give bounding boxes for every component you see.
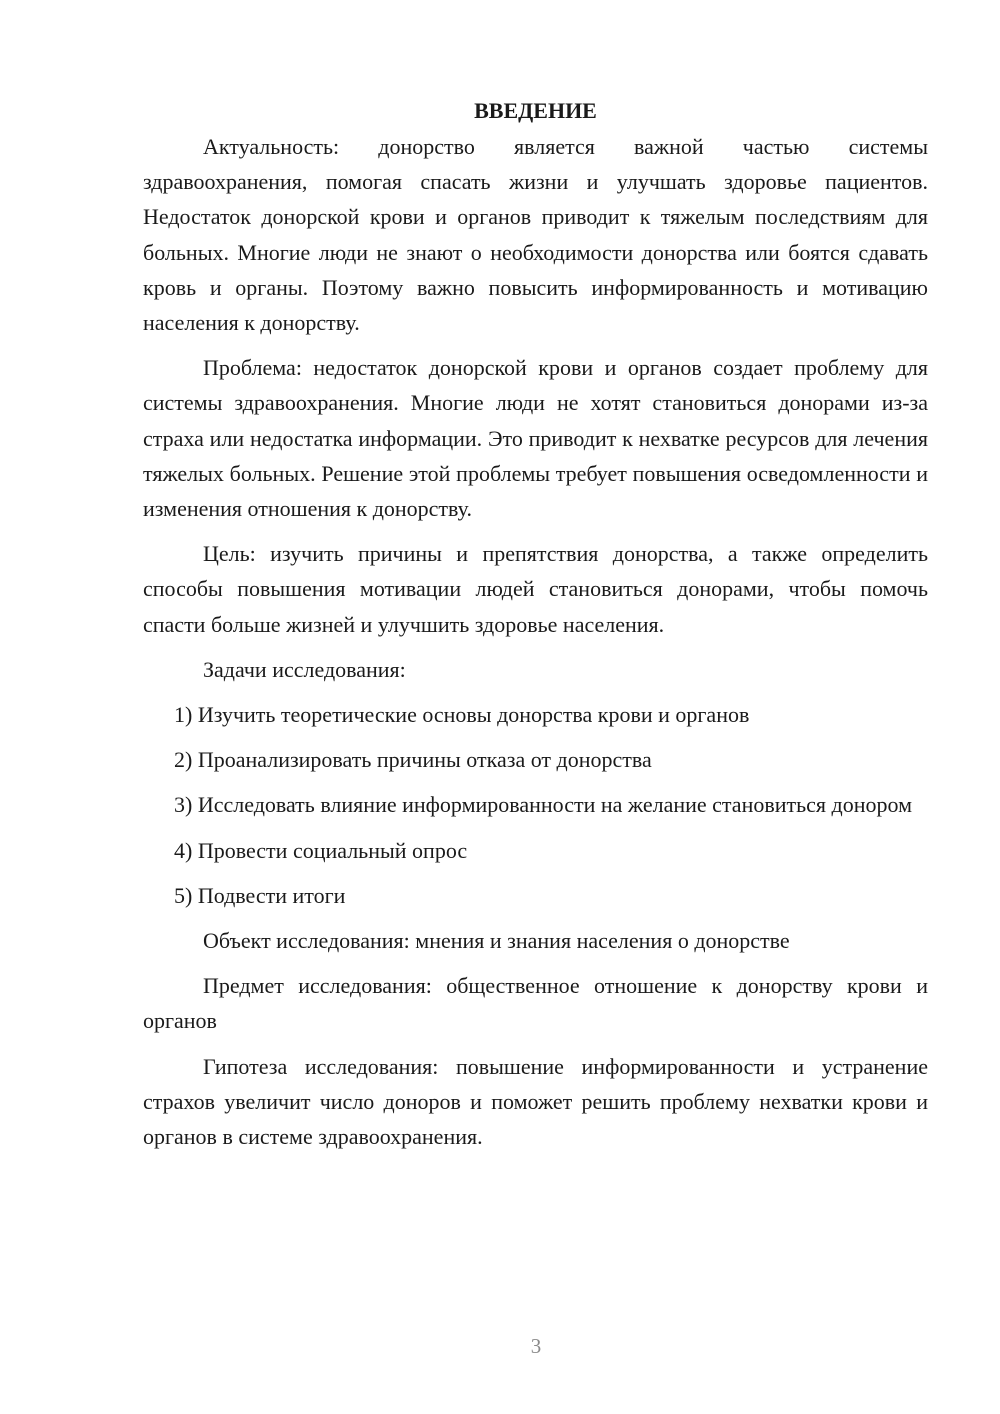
problem-paragraph: Проблема: недостаток донорской крови и органов создает проблему для системы здравоохранения. Многие люди не хотят становиться донорами из-за страха или недостатка информации. Это приводит к нехватке ресурсов для лечения тяжелых больных. Решение этой проблемы требует повышения осведомленности и изменения отношения к донорству. (143, 355, 928, 522)
document-body (143, 96, 928, 1164)
tasks-heading: Задачи исследования: (203, 656, 406, 682)
task-item-1: 1) Изучить теоретические основы донорства крови и органов (174, 702, 750, 728)
task-item-4: 4) Провести социальный опрос (174, 837, 468, 863)
task-item-2: 2) Проанализировать причины отказа от донорства (174, 747, 652, 773)
goal-paragraph: Цель: изучить причины и препятствия донорства, а также определить способы повышения мотивации людей становиться донорами, чтобы помочь спасти больше жизней и улучшить здоровье населения. (143, 541, 928, 637)
page-title: ВВЕДЕНИЕ (474, 98, 597, 123)
task-item-5: 5) Подвести итоги (174, 882, 346, 908)
page-number: 3 (530, 1334, 542, 1358)
research-object-paragraph: Объект исследования: мнения и знания населения о донорстве (203, 928, 790, 954)
hypothesis-paragraph: Гипотеза исследования: повышение информированности и устранение страхов увеличит число доноров и поможет решить проблему нехватки крови и органов в системе здравоохранения. (143, 1053, 928, 1150)
relevance-paragraph: Актуальность: донорство является важной частью системы здравоохранения, помогая спасать жизни и улучшать здоровье пациентов. Недостаток донорской крови и органов приводит к тяжелым последствиям для больных. Многие люди не знают о необходимости донорства или боятся сдавать кровь и органы. Поэтому важно повысить информированность и мотивацию населения к донорству. (143, 134, 928, 336)
task-item-3: 3) Исследовать влияние информированности на желание становиться донором (174, 792, 912, 818)
research-subject-paragraph: Предмет исследования: общественное отношение к донорству крови и органов (143, 973, 928, 1034)
